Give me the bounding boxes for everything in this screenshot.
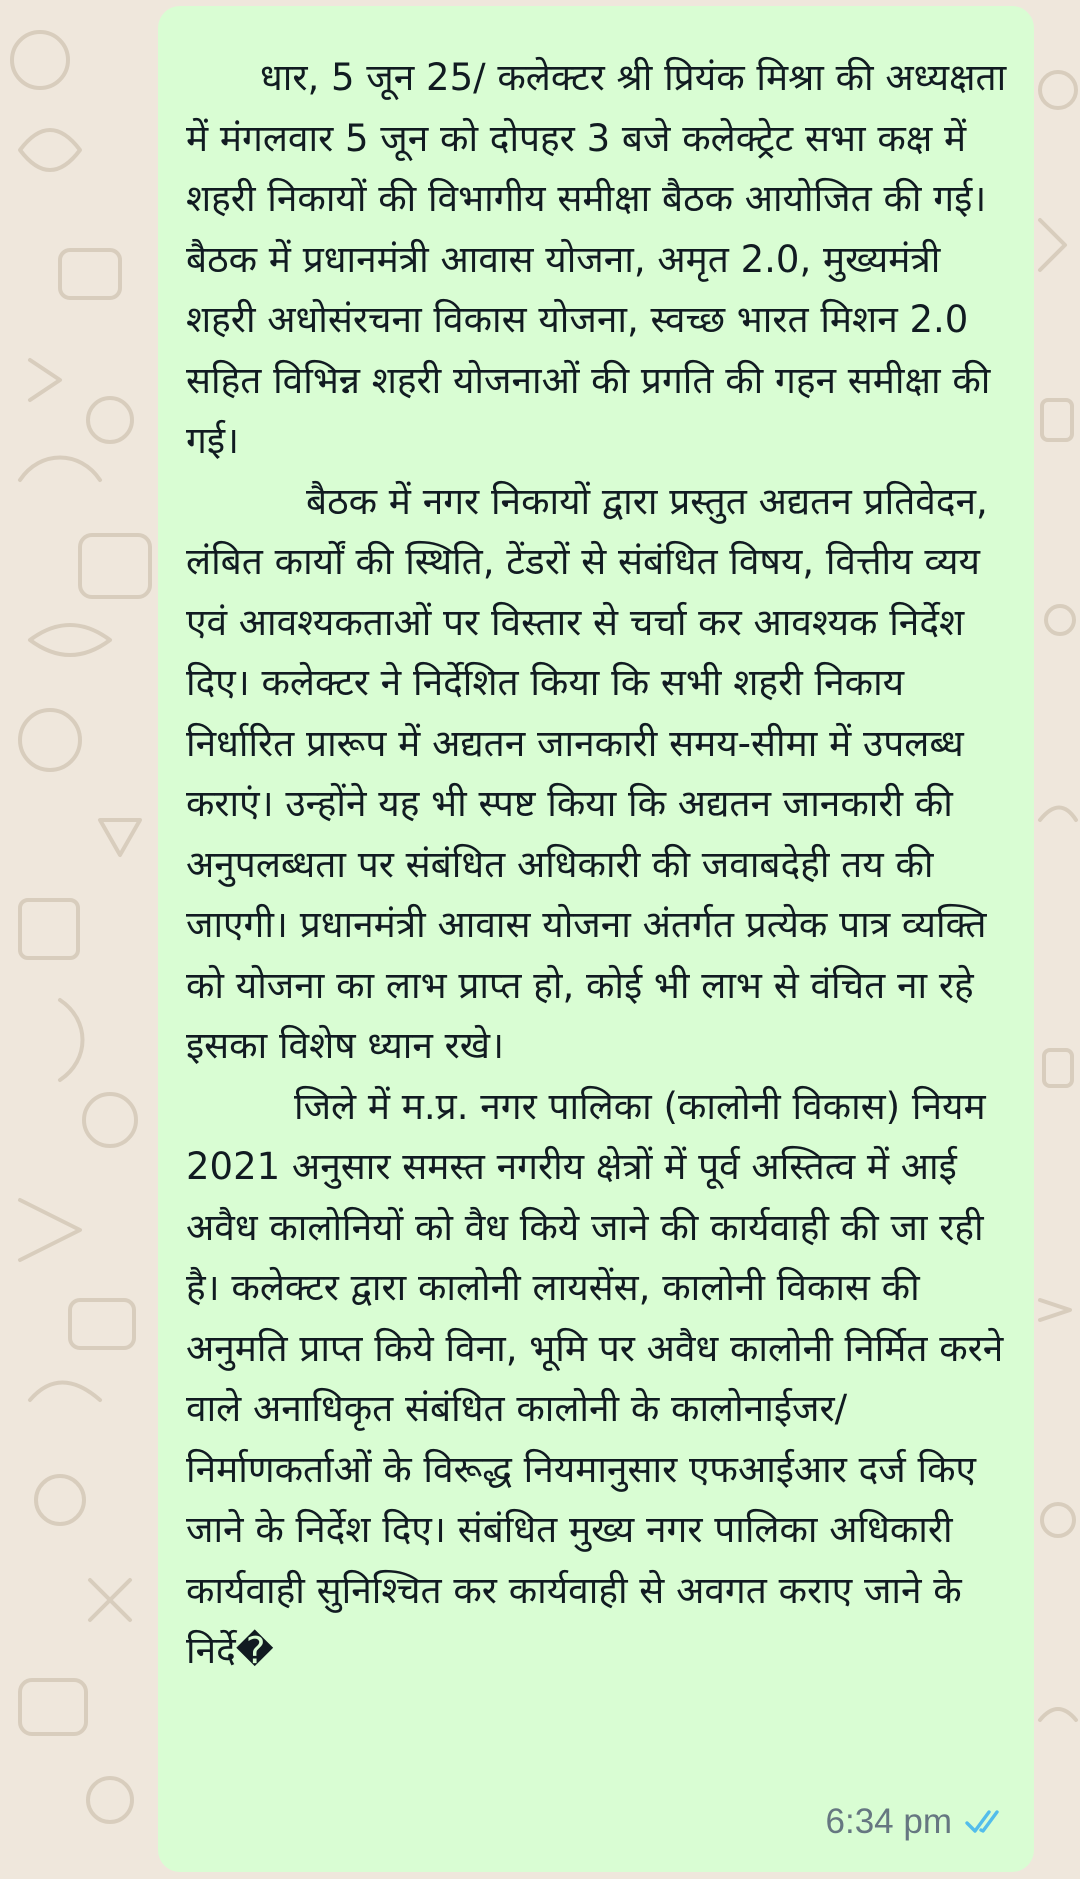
message-paragraph-3: जिले में म.प्र. नगर पालिका (कालोनी विकास) नियम 2021 अनुसार समस्त नगरीय क्षेत्रों में पूर्व अस्तित्व में आई अवैध कालोनियों को वैध किये जाने की कार्यवाही की जा रही है। कलेक्टर द्वारा कालोनी लायसेंस, कालोनी विकास की अनुमति प्राप्त किये विना, भूमि पर अवैध कालोनी निर्मित करने वाले अनाधिकृत संबंधित कालोनी के कालोनाईजर/ निर्माणकर्ताओं के विरूद्ध नियमानुसार एफआईआर दर्ज किए जाने के निर्देश दिए। संबंधित मुख्य नगर पालिका अधिकारी कार्यवाही सुनिश्चित कर कार्यवाही से अवगत कराए जाने के निर्दे� (186, 1084, 1016, 1672)
message-paragraph-1: धार, 5 जून 25/ कलेक्टर श्री प्रियंक मिश्रा की अध्यक्षता में मंगलवार 5 जून को दोपहर 3 बजे कलेक्ट्रेट सभा कक्ष में शहरी निकायों की विभागीय समीक्षा बैठक आयोजित की गई। बैठक में प्रधानमंत्री आवास योजना, अमृत 2.0, मुख्यमंत्री शहरी अधोसंरचना विकास योजना, स्वच्छ भारत मिशन 2.0 सहित विभिन्न शहरी योजनाओं की प्रगति की गहन समीक्षा की गई। (186, 56, 1018, 462)
message-meta (826, 1802, 1008, 1842)
double-check-icon (964, 1808, 1008, 1836)
message-bubble[interactable] (158, 6, 1034, 1872)
message-text (186, 48, 1018, 1682)
message-paragraph-2: बैठक में नगर निकायों द्वारा प्रस्तुत अद्यतन प्रतिवेदन, लंबित कार्यों की स्थिति, टेंडरों से संबंधित विषय, वित्तीय व्यय एवं आवश्यकताओं पर विस्तार से चर्चा कर आवश्यक निर्देश दिए। कलेक्टर ने निर्देशित किया कि सभी शहरी निकाय निर्धारित प्रारूप में अद्यतन जानकारी समय-सीमा में उपलब्ध कराएं। उन्होंने यह भी स्पष्ट किया कि अद्यतन जानकारी की अनुपलब्धता पर संबंधित अधिकारी की जवाबदेही तय की जाएगी। प्रधानमंत्री आवास योजना अंतर्गत प्रत्येक पात्र व्यक्ति को योजना का लाभ प्राप्त हो, कोई भी लाभ से वंचित ना रहे इसका विशेष ध्यान रखे। (186, 479, 1000, 1067)
message-time: 6:34 pm (825, 1802, 952, 1841)
